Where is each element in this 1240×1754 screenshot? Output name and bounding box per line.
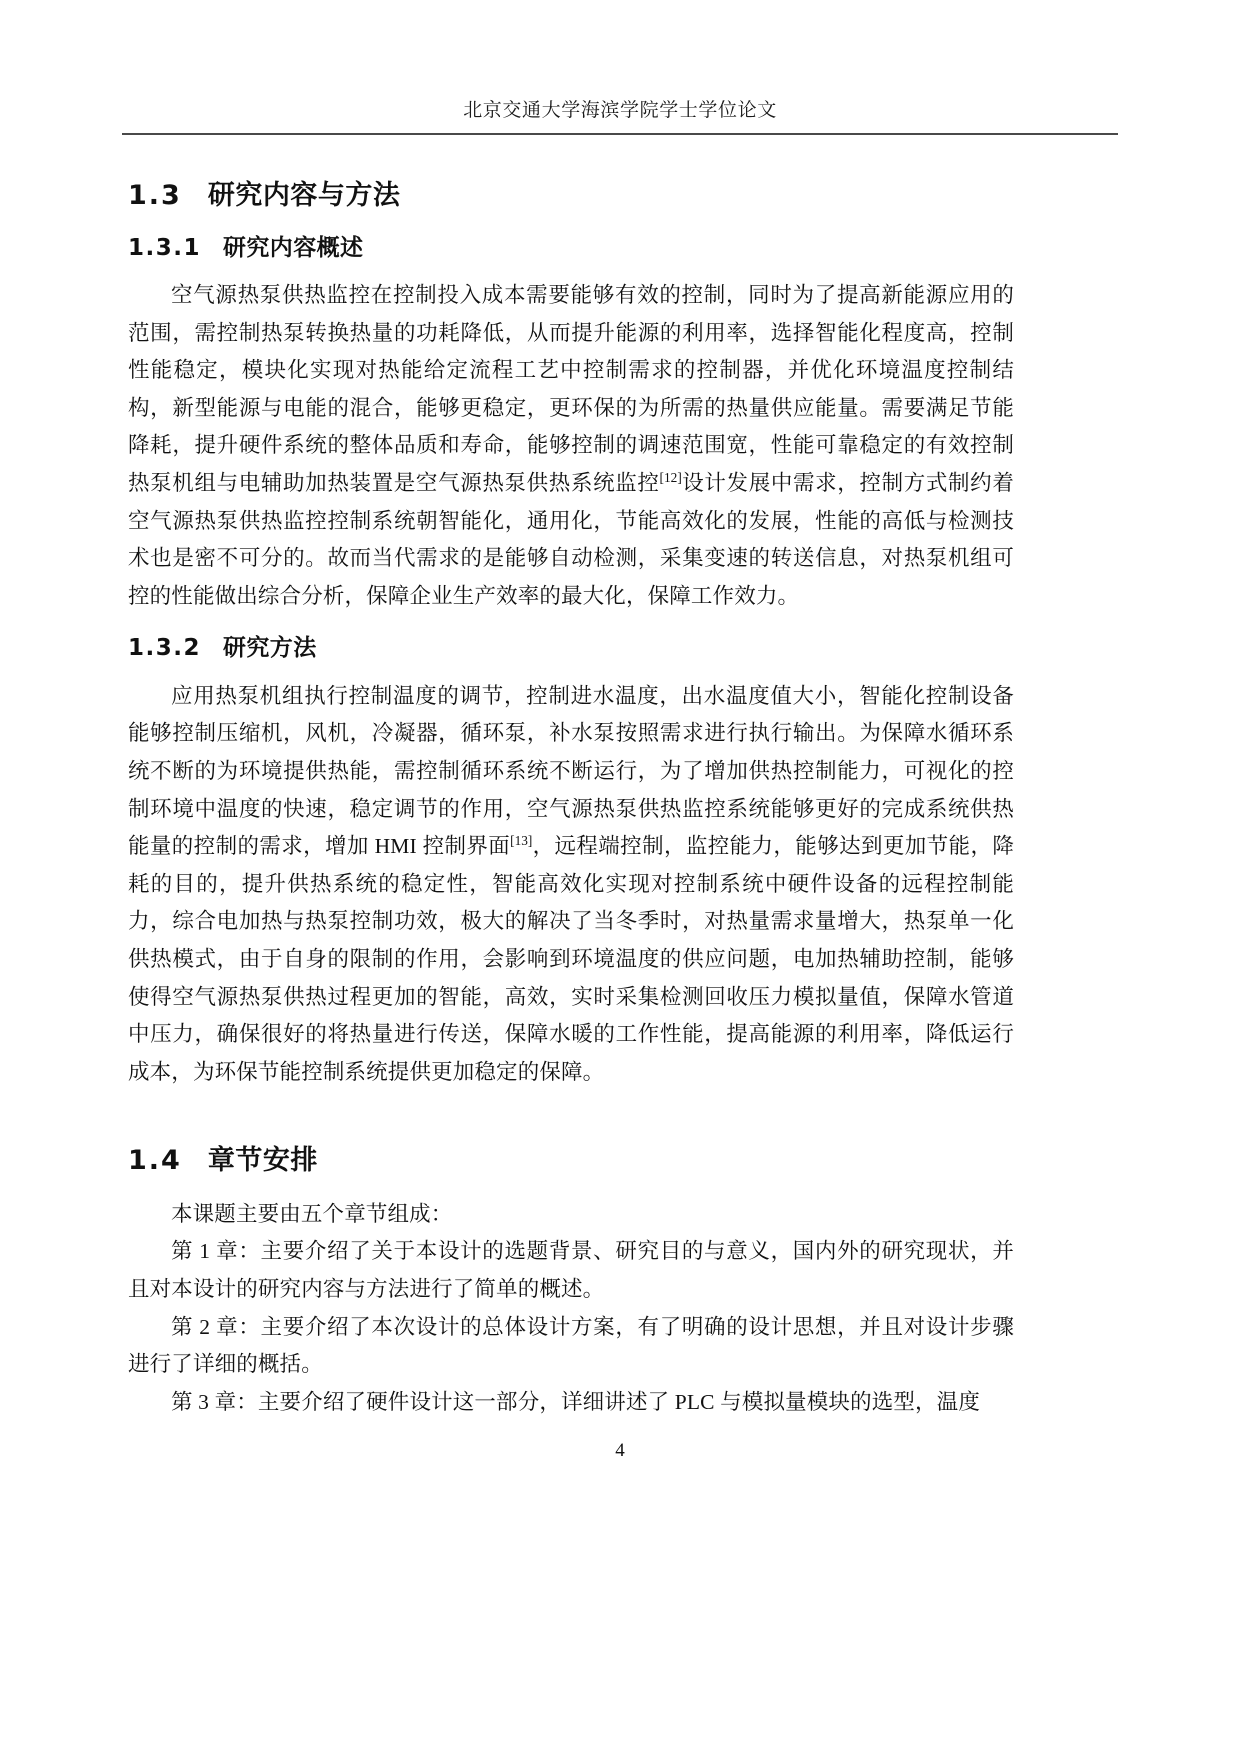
paragraph-text-part2: ，远程端控制，监控能力，能够达到更加节能，降耗的目的，提升供热系统的稳定性，智能高效化实现对控制系统中硬件设备的远程控制能力，综合电加热与热泵控制功效，极大的解决了当冬季时，对热量需求量增大，热泵单一化供热模式，由于自身的限制的作用，会影响到环境温度的供应问题，电加热辅助控制，能够使得空气源热泵供热过程更加的智能，高效，实时采集检测回收压力模拟量值，保障水管道中压力，确保很好的将热量进行传送，保障水暖的工作性能，提高能源的利用率，降低运行成本，为环保节能控制系统提供更加稳定的保障。 <box>128 834 1014 1084</box>
paragraph-chapter-intro: 本课题主要由五个章节组成： <box>171 1201 453 1226</box>
section-number-1-3-2: 1.3.2 <box>128 635 201 662</box>
paragraph-text-part2: 设计发展中需求，控制方式制约着空气源热泵供热监控控制系统朝智能化，通用化，节能高效化的发展，性能的高低与检测技术也是密不可分的。故而当代需求的是能够自动检测，采集变速的转送信息，对热泵机组可控的性能做出综合分析，保障企业生产效率的最大化，保障工作效力。 <box>128 470 1014 608</box>
paragraph-text-part1: 应用热泵机组执行控制温度的调节，控制进水温度，出水温度值大小，智能化控制设备能够控制压缩机，风机，冷凝器，循环泵，补水泵按照需求进行执行输出。为保障水循环系统不断的为环境提供热能，需控制循环系统不断运行，为了增加供热控制能力，可视化的控制环境中温度的快速，稳定调节的作用，空气源热泵供热监控系统能够更好的完成系统供热能量的控制的需求，增加 HMI 控制界面 <box>128 683 1014 859</box>
paragraph-research-content <box>128 277 1014 615</box>
section-title-1-3: 研究内容与方法 <box>207 180 401 211</box>
section-heading-1-3-2 <box>128 631 1014 666</box>
paragraph-chapter-2: 第 2 章：主要介绍了本次设计的总体设计方案，有了明确的设计思想，并且对设计步骤进行了详细的概括。 <box>128 1314 1014 1377</box>
section-number-1-3: 1.3 <box>128 180 182 211</box>
running-header-text: 北京交通大学海滨学院学士学位论文 <box>463 100 777 121</box>
header-divider-rule <box>122 133 1118 135</box>
paragraph-text-part1: 空气源热泵供热监控在控制投入成本需要能够有效的控制，同时为了提高新能源应用的范围，需控制热泵转换热量的功耗降低，从而提升能源的利用率，选择智能化程度高，控制性能稳定，模块化实现对热能给定流程工艺中控制需求的控制器，并优化环境温度控制结构，新型能源与电能的混合，能够更稳定，更环保的为所需的热量供应能量。需要满足节能降耗，提升硬件系统的整体品质和寿命，能够控制的调速范围宽，性能可靠稳定的有效控制热泵机组与电辅助加热装置是空气源热泵供热系统监控 <box>128 283 1014 495</box>
section-title-1-4: 章节安排 <box>207 1145 318 1177</box>
section-title-1-3-2: 研究方法 <box>223 635 317 662</box>
paragraph-chapter-3: 第 3 章：主要介绍了硬件设计这一部分，详细讲述了 PLC 与模拟量模块的选型，温度 <box>171 1389 980 1414</box>
paragraph-chapter-1: 第 1 章：主要介绍了关于本设计的选题背景、研究目的与意义，国内外的研究现状，并且对本设计的研究内容与方法进行了简单的概述。 <box>128 1239 1014 1302</box>
citation-reference-13: [13] <box>510 833 533 849</box>
section-heading-1-3-1 <box>128 231 1014 266</box>
section-title-1-3-1: 研究内容概述 <box>223 234 364 261</box>
citation-reference-12: [12] <box>659 469 682 485</box>
page-number-footer: 4 <box>615 1440 625 1461</box>
section-heading-1-4 <box>128 1141 1014 1182</box>
running-header <box>122 100 1118 123</box>
section-number-1-3-1: 1.3.1 <box>128 234 201 261</box>
paragraph-research-method <box>128 678 1014 1092</box>
page-content <box>128 160 1014 1421</box>
section-number-1-4: 1.4 <box>128 1145 182 1177</box>
section-heading-1-3 <box>128 176 1014 217</box>
